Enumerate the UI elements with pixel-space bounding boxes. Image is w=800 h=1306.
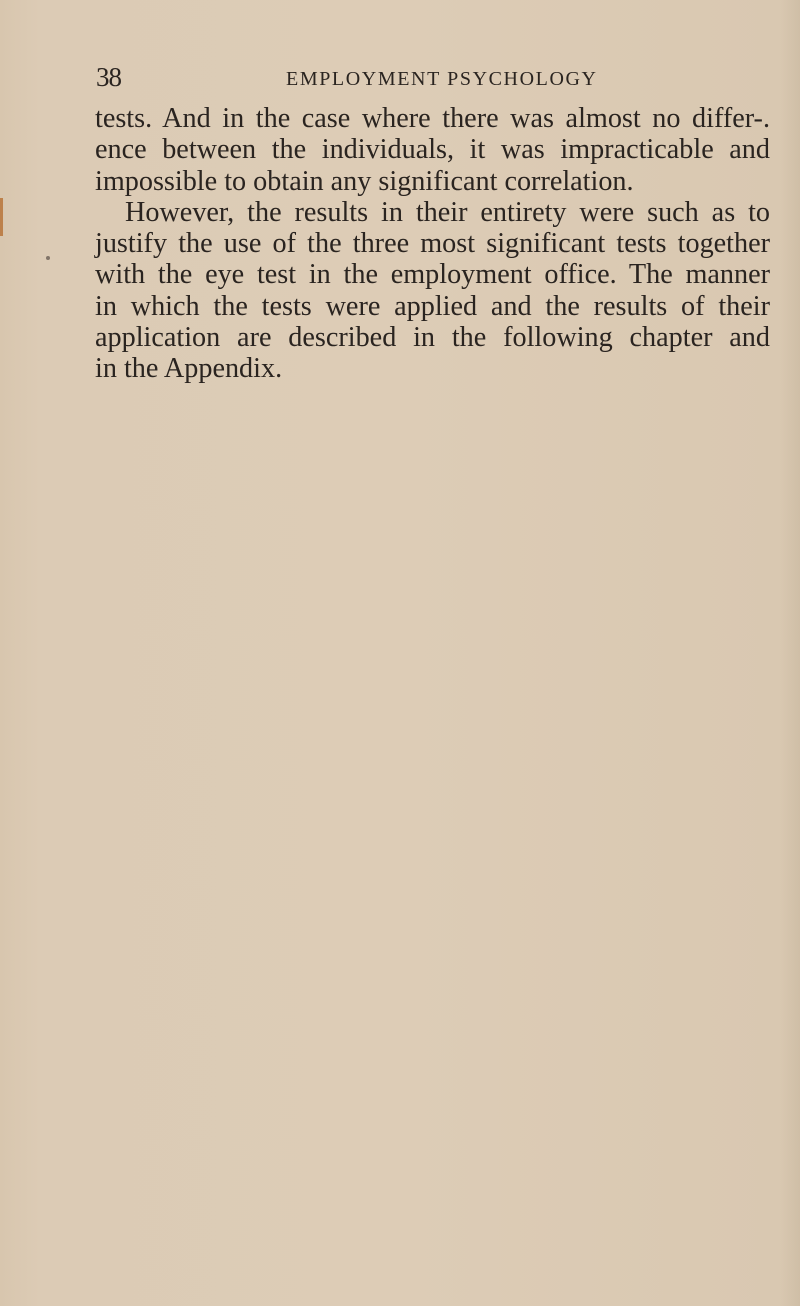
text-line: with the eye test in the employment office. The manner — [95, 259, 770, 291]
body-text — [95, 103, 770, 385]
text-line: However, the results in their entirety were such as to — [125, 196, 770, 228]
text-line: in which the tests were applied and the results of their — [95, 290, 770, 322]
running-head — [96, 62, 776, 102]
page-number: 38 — [96, 62, 121, 92]
paragraph-1 — [95, 103, 770, 197]
paper-speck — [46, 256, 50, 260]
text-line: tests. And in the case where there was almost no differ-. — [95, 103, 770, 134]
paragraph-2 — [95, 197, 770, 385]
text-line: impossible to obtain any significant correlation. — [95, 165, 634, 197]
running-head-title: EMPLOYMENT PSYCHOLOGY — [286, 68, 598, 90]
text-line: in the Appendix. — [95, 353, 283, 385]
page-edge-stain — [0, 198, 3, 236]
text-line: justify the use of the three most significant tests together — [95, 228, 770, 260]
text-line: ence between the individuals, it was impracticable and — [95, 134, 770, 166]
text-line: application are described in the following chapter and — [95, 322, 770, 354]
